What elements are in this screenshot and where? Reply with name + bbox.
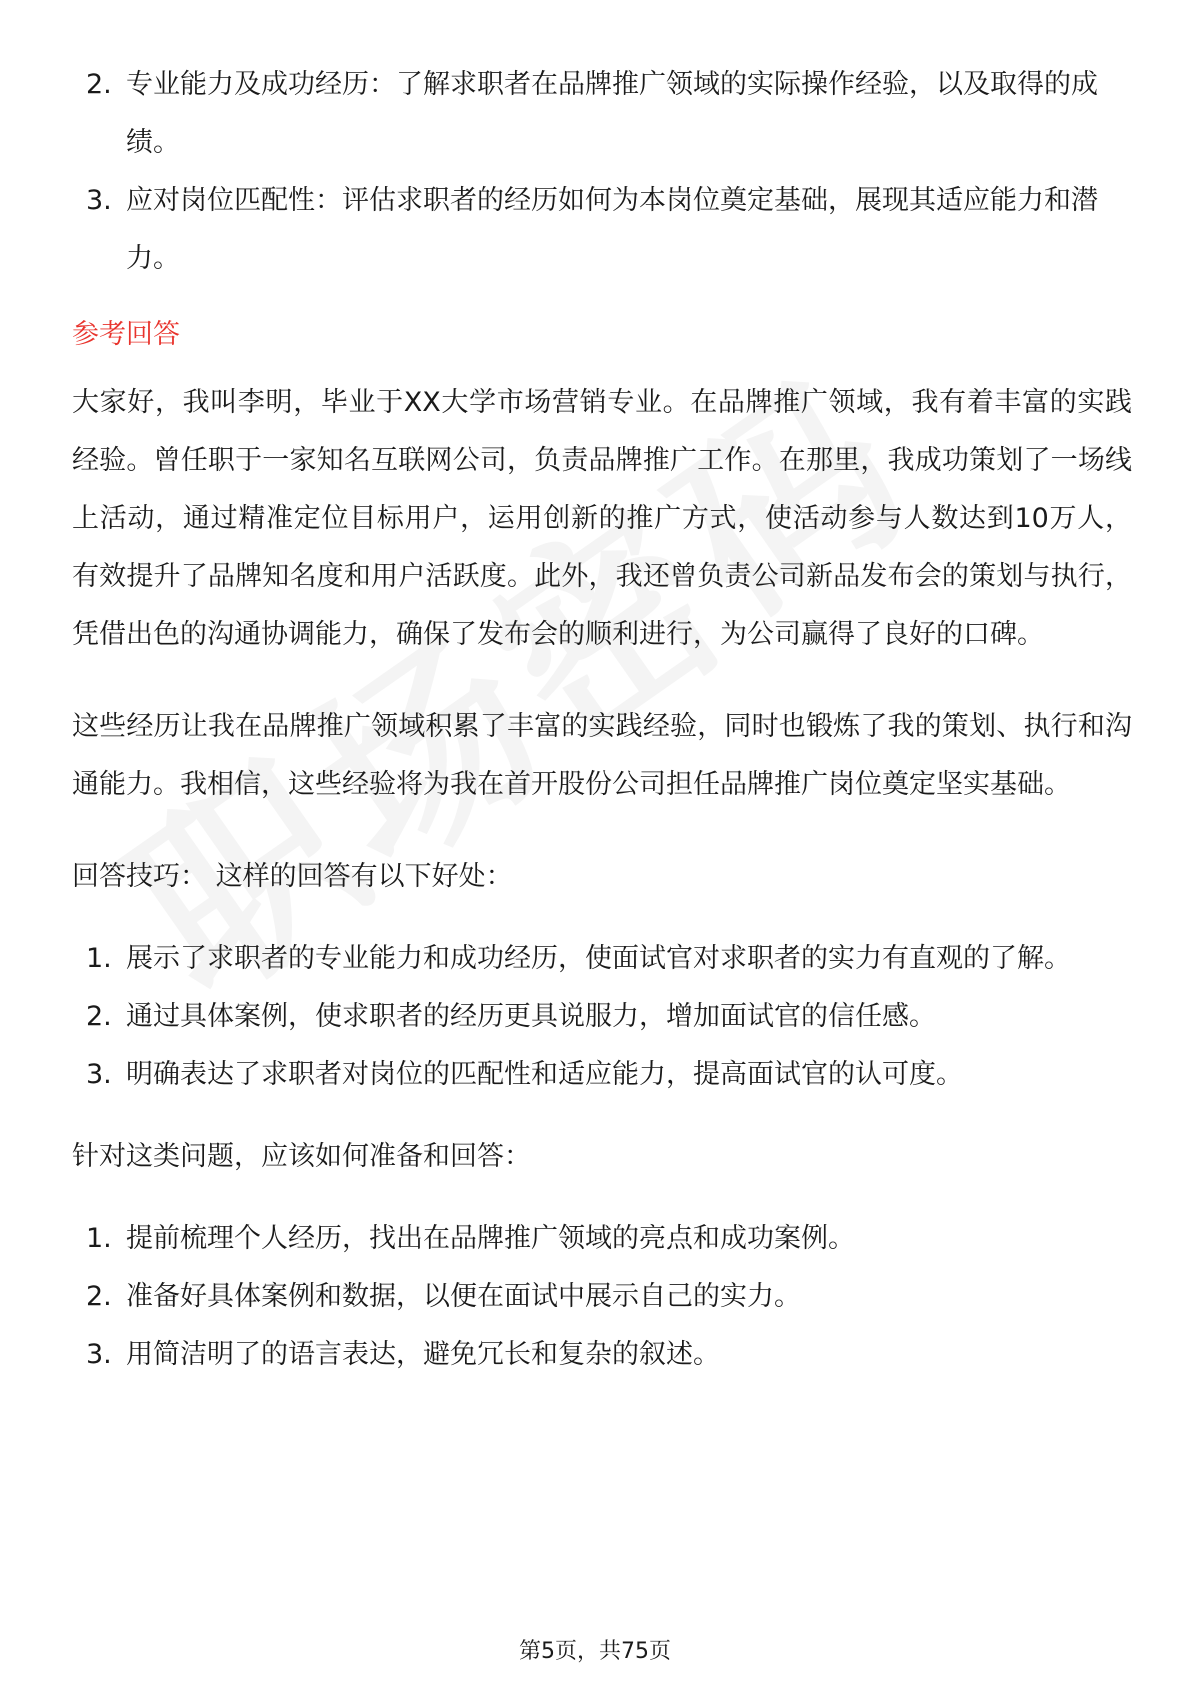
list-item-number: 2. xyxy=(86,1281,112,1312)
list-item xyxy=(72,1268,1132,1326)
list-item-text: 展示了求职者的专业能力和成功经历，使面试官对求职者的实力有直观的了解。 xyxy=(126,943,1071,974)
list-item-number: 3. xyxy=(86,185,112,216)
list-item-text: 明确表达了求职者对岗位的匹配性和适应能力，提高面试官的认可度。 xyxy=(126,1059,963,1090)
list-item-number: 1. xyxy=(86,1223,112,1254)
list-item-number: 2. xyxy=(86,69,112,100)
list-item xyxy=(72,1046,1132,1104)
list-item-number: 1. xyxy=(86,943,112,974)
list-item-text: 专业能力及成功经历：了解求职者在品牌推广领域的实际操作经验，以及取得的成绩。 xyxy=(126,69,1098,158)
list-item-text: 准备好具体案例和数据，以便在面试中展示自己的实力。 xyxy=(126,1281,801,1312)
list-item xyxy=(72,930,1132,988)
list-item-text: 提前梳理个人经历，找出在品牌推广领域的亮点和成功案例。 xyxy=(126,1223,855,1254)
tips-intro: 回答技巧： 这样的回答有以下好处： xyxy=(72,861,513,892)
top-numbered-list xyxy=(72,56,1132,288)
content xyxy=(72,56,1132,1384)
list-item xyxy=(72,988,1132,1046)
answer-paragraph: 这些经历让我在品牌推广领域积累了丰富的实践经验，同时也锻炼了我的策划、执行和沟通能力。我相信，这些经验将为我在首开股份公司担任品牌推广岗位奠定坚实基础。 xyxy=(72,711,1132,800)
list-item-text: 应对岗位匹配性：评估求职者的经历如何为本岗位奠定基础，展现其适应能力和潜力。 xyxy=(126,185,1098,274)
list-item-number: 3. xyxy=(86,1339,112,1370)
list-item xyxy=(72,56,1132,172)
list-item xyxy=(72,172,1132,288)
list-item xyxy=(72,1326,1132,1384)
tips-numbered-list xyxy=(72,930,1132,1104)
answer-paragraph: 大家好，我叫李明，毕业于XX大学市场营销专业。在品牌推广领域，我有着丰富的实践经验。曾任职于一家知名互联网公司，负责品牌推广工作。在那里，我成功策划了一场线上活动，通过精准定位目标用户，运用创新的推广方式，使活动参与人数达到10万人，有效提升了品牌知名度和用户活跃度。此外，我还曾负责公司新品发布会的策划与执行，凭借出色的沟通协调能力，确保了发布会的顺利进行，为公司赢得了良好的口碑。 xyxy=(72,387,1132,650)
prep-numbered-list xyxy=(72,1210,1132,1384)
page-footer: 第5页，共75页 xyxy=(519,1639,671,1664)
list-item-text: 用简洁明了的语言表达，避免冗长和复杂的叙述。 xyxy=(126,1339,720,1370)
list-item xyxy=(72,1210,1132,1268)
prep-intro: 针对这类问题，应该如何准备和回答： xyxy=(72,1141,531,1172)
list-item-number: 3. xyxy=(86,1059,112,1090)
section-heading: 参考回答 xyxy=(72,319,180,350)
list-item-number: 2. xyxy=(86,1001,112,1032)
list-item-text: 通过具体案例，使求职者的经历更具说服力，增加面试官的信任感。 xyxy=(126,1001,936,1032)
